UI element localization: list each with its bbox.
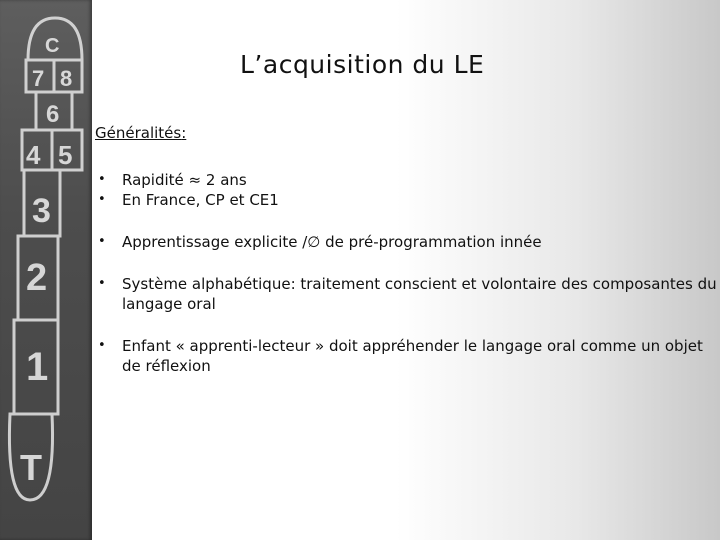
slide-title: L’acquisition du LE [240,50,485,79]
bullet-text: Enfant « apprenti-lecteur » doit appréhender le langage oral comme un objet de réflexion [122,337,703,375]
section-heading-text: Généralités [95,124,182,142]
bullet-icon: • [98,276,106,291]
bullet-item [95,274,717,314]
bullet-item [95,336,717,376]
bullet-item [95,170,717,190]
bullet-list [95,170,717,376]
section-heading [95,124,186,142]
bullet-text: En France, CP et CE1 [122,191,279,209]
hopscotch-label-4: 4 [26,140,41,170]
bullet-icon: • [98,234,106,249]
hopscotch-label-3: 3 [32,192,51,230]
bullet-text: Apprentissage explicite /∅ de pré-programmation innée [122,233,542,251]
hopscotch-label-8: 8 [60,66,73,91]
hopscotch-label-6: 6 [46,101,60,128]
bullet-icon: • [98,172,106,187]
hopscotch-photo [0,0,92,540]
bullet-icon: • [98,338,106,353]
hopscotch-label-7: 7 [32,66,45,91]
hopscotch-drawing [0,0,92,540]
hopscotch-label-t: T [20,447,42,488]
bullet-text: Système alphabétique: traitement conscient et volontaire des composantes du langage oral [122,275,717,313]
bullet-item [95,190,717,210]
bullet-text: Rapidité ≈ 2 ans [122,171,247,189]
bullet-item [95,232,717,252]
bullet-icon: • [98,192,106,207]
section-heading-colon: : [181,124,187,142]
hopscotch-label-1: 1 [26,345,49,389]
hopscotch-label-c: C [45,35,60,57]
hopscotch-label-5: 5 [58,140,73,170]
hopscotch-label-2: 2 [26,257,48,299]
